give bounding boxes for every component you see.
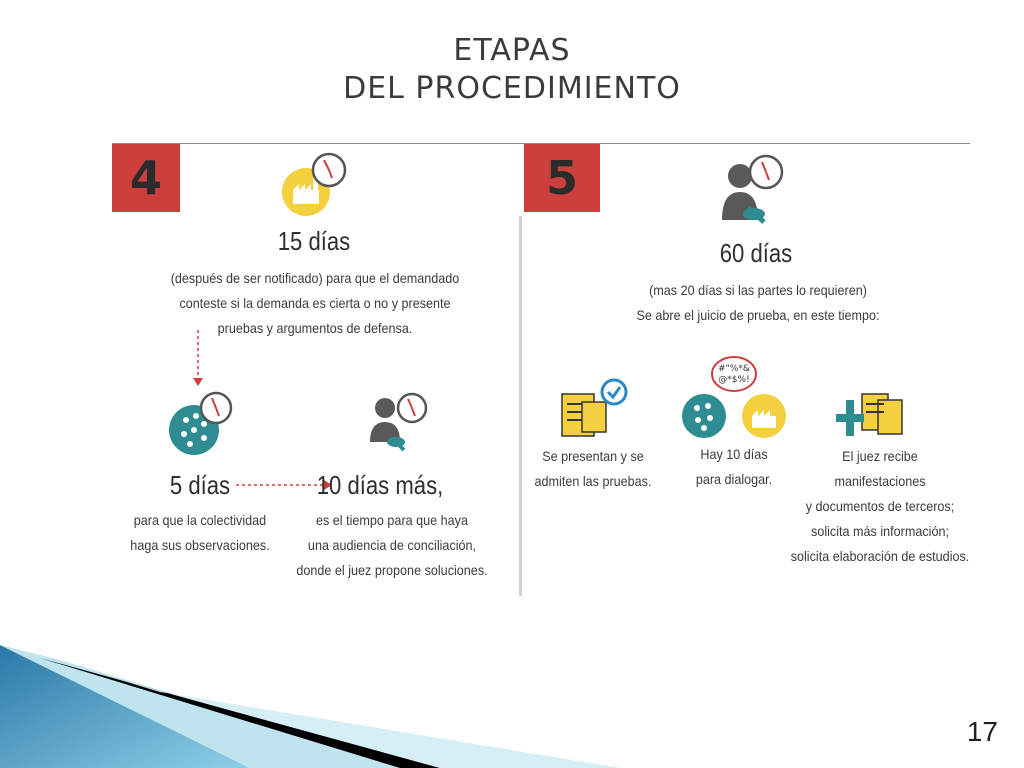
text-line: pruebas y argumentos de defensa. [217, 320, 413, 336]
add-documents-icon [836, 390, 910, 442]
stage-4-badge: 4 [112, 144, 180, 212]
text-line: Se presentan y se [542, 448, 644, 464]
stage5-item1-text [526, 444, 661, 494]
text-line: una audiencia de conciliación, [307, 537, 477, 553]
text-line: haga sus observaciones. [130, 537, 270, 553]
text-line: (después de ser notificado) para que el demandado [170, 270, 460, 286]
bubble-line-2: @*$%! [718, 375, 750, 385]
documents-check-icon [556, 376, 632, 438]
text-line: manifestaciones [834, 473, 926, 489]
stage4-days-10: 10 días más, [316, 470, 444, 500]
page-title [0, 32, 1024, 108]
text-line: solicita más información; [811, 523, 949, 539]
stage4-step2-text [110, 508, 290, 558]
text-line: conteste si la demanda es cierta o no y presente [179, 295, 451, 311]
dialogue-icon [678, 356, 790, 442]
text-line: para que la colectividad [133, 512, 267, 528]
text-line: El juez recibe [842, 448, 918, 464]
stage5-main-text [598, 278, 918, 328]
stage4-days-5: 5 días [169, 470, 231, 500]
title-line-2: DEL PROCEDIMIENTO [343, 71, 681, 106]
text-line: admiten las pruebas. [534, 473, 652, 489]
stage4-days-15: 15 días [277, 226, 351, 256]
factory-clock-icon [282, 150, 348, 220]
text-line: y documentos de terceros; [805, 498, 955, 514]
community-clock-icon [168, 388, 234, 458]
decorative-swoosh [0, 640, 620, 768]
down-arrow-icon [190, 330, 206, 390]
stage5-item3-text [776, 444, 985, 569]
text-line: Se abre el juicio de prueba, en este tiempo: [636, 307, 880, 323]
text-line: (mas 20 días si las partes lo requieren) [649, 282, 867, 298]
text-line: es el tiempo para que haya [315, 512, 468, 528]
stage4-step3-text [293, 508, 491, 583]
text-line: solicita elaboración de estudios. [790, 548, 970, 564]
text-line: Hay 10 días [700, 446, 768, 462]
text-line: donde el juez propone soluciones. [296, 562, 488, 578]
bubble-line-1: #"%*& [718, 364, 750, 374]
stage5-days-60: 60 días [719, 238, 793, 268]
column-divider [519, 216, 522, 596]
stage-5-badge: 5 [524, 144, 600, 212]
title-line-1: ETAPAS [453, 33, 571, 68]
judge-clock-icon [370, 390, 430, 460]
slide-number: 17 [966, 716, 998, 747]
judge-clock-icon [722, 150, 788, 226]
text-line: para dialogar. [695, 471, 773, 487]
